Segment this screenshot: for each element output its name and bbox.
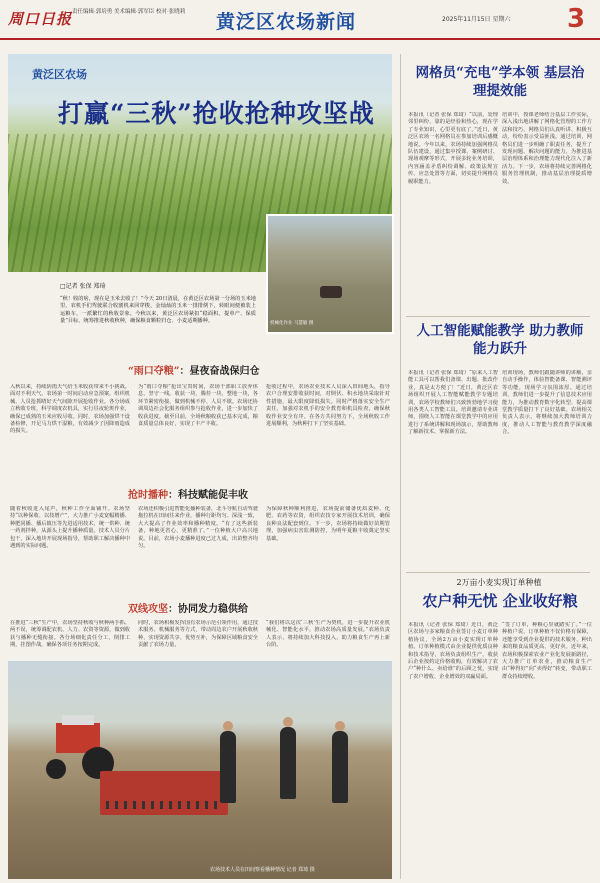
divider [406,572,590,573]
subhead-1: “雨口夺粮”：昼夜奋战保归仓 [128,366,260,377]
inset-photo [266,214,394,334]
newspaper-logo: 周口日报 [8,10,73,28]
sub3-column-2: 同时，农场积极发挥国有农场示范引领作用，通过技术服务、机械服务等方式，带动周边农户开展秋收秋种，实现资源共享、优势互补，为保障区域粮食安全贡献了农场力量。 [138,620,258,649]
sub1-column-1: 入秋以来，持续阴雨天气给玉米收获带来不小挑战。面对不利天气，农场第一时间启动应急预案，组织机械、人员抢抓晴好天气间隙开展抢收作业。各分场成立秋收专班，科学调度农机具，实行昼夜轮班作业，确保已成熟的玉米应收尽收。同时，农场加强烘干设备检修，开足马力烘干湿粮，有效减少了因降雨造成的损失。 [10,384,130,435]
divider [406,316,590,317]
bottom-photo [8,661,392,879]
subhead-3: 双线攻坚：协同发力稳供给 [128,604,248,615]
hero-kicker: 黄泛区农场 [32,68,87,81]
sub1-column-3: 抢收过程中，农场农业技术人员深入田间地头，指导农户合理安排收获时间，对倒伏、积水地块采取针对性措施，最大限度降低损失。同时严格落实安全生产责任，加强对农机手的安全教育和机具检查，确保秋收作业安全有序。在各方共同努力下，全场秋收工作进展顺利，为秋种打下了坚实基础。 [266,384,390,428]
article-2-headline: 人工智能赋能教学 助力教师能力跃升 [416,323,584,357]
sub2-column-1: 随着秋收进入尾声，秋种工作全面铺开。农场坚持“以种保收、以技增产”，大力推广小麦宽幅精播、种肥同播、播后镇压等先进适用技术，统一供种、统一药剂拌种，从源头上提升播种质量。技术人员分片包干，深入地块开展现场指导，帮助职工解决播种中遇到的实际问题。 [10,506,130,550]
issue-date: 2025年11月15日 星期六 [442,16,511,23]
article-3-kicker: 2万亩小麦实现订单种植 [456,578,542,587]
person-figure [332,731,348,803]
bottom-photo-caption: 农场技术人员在田间察看播种情况 记者 郑琦 摄 [210,867,315,873]
inset-caption: 机械化作业 马慧敏 摄 [270,321,314,326]
sub3-column-1: 在推进“三秋”生产中，农场坚持秋收与秋种两手抓、两不误，统筹调配农机、人力、农资等资源，做到收获与播种无缝衔接。各分场细化责任分工，倒排工期，挂图作战，确保各项任务按期完成。 [10,620,130,649]
person-figure [220,731,236,803]
article-3-column-2: “签了订单，种粮心里就踏实了。”一位种植户说，订单种植不仅价格有保障，还能享受到企业提供的技术服务，种出来的粮食品质更高、更好卖。近年来，农场积极探索农业产业化发展新路径，大力推广订单农业，推动粮食生产由“种得好”向“卖得好”转变，带动职工群众持续增收。 [502,622,592,680]
page-number: 3 [567,4,586,34]
masthead [0,0,600,40]
article-3-column-1: 本报讯（记者 张保 郑琦）近日，黄泛区农场与多家粮食企业签订小麦订单种植协议，全场2万亩小麦实现订单种植。订单种植模式由企业提供优质良种和技术指导，农场负责组织生产，收获后企业按约定价格收购，有效解决了农户“种什么、卖给谁”的后顾之忧，实现了农户增收、企业增效的双赢局面。 [408,622,498,680]
seeder-machine [100,771,228,815]
tractor-front-wheel [46,759,66,779]
article-1-column-1: 本报讯（记者 张保 郑琦）“以前，处理邻里纠纷，靠的是经验和热心，现在学了专业知识，心里更有底了。”近日，黄泛区农场一名网格员在参加培训后感慨地说。今年以来，农场持续加强网格员队伍建设，通过集中授课、案例研讨、现场观摩等形式，开展多轮业务培训，内容涵盖矛盾纠纷调解、政策法规宣传、应急处置等方面，切实提升网格员履职能力。 [408,112,498,185]
sub2-column-3: 为保障秋种顺利推进，农场提前储备优质麦种、化肥、农药等农资，组织农技专家开展技术培训，确保良种良法配套到位。下一步，农场将持续做好苗期管理，加强病虫害监测防控，为明年夏粮丰收奠定坚实基础。 [266,506,390,542]
tractor-icon [320,286,342,298]
sub1-column-2: 为“雨口夺粮”抢出宝贵时间，农场干部职工放弃休息，坚守一线。收获一块、腾茬一块、整地一块，各环节紧密衔接，做到机械不停、人员不歇。农场还协调周边社会化服务组织参与抢收作业，进一步加快了收获进度。截至目前，全场秋粮收获已基本完成，粮食质量总体良好，实现了丰产丰收。 [138,384,258,428]
article-2-column-1: 本报讯（记者 张保 郑琦）“原来人工智能工具可以帮我们备课、出题、批改作业，真是太方便了！”近日，黄泛区农场组织开展人工智能赋能教学专题培训，农场学校教师们兴致勃勃地学习使用各类人工智能工具。培训邀请专业讲师，围绕人工智能在课堂教学中的应用进行了系统讲解和现场演示，帮助教师了解新技术、掌握新方法。 [408,370,498,436]
lead-paragraph: “秋！收的啥，现在是玉米去收了！”今天 20日清晨，在黄泛区农场第一分场的玉米地里，农机手们驾驶联合收割机来回穿梭，金灿灿的玉米一排排倒下，转眼间便被装上运粮车，一派繁忙的秋收景象。今秋以来，黄泛区农场紧扣“稳面积、提单产、保质量”目标，统筹推进秋收秋种，确保粮食颗粒归仓、小麦适期播种。 [60,296,256,325]
byline: □记者 张保 郑琦 [60,283,106,290]
article-2-column-2: 培训现场，教师们跟随讲师的讲解，亲自动手操作，体验智能备课、智能测评等功能，现场学习氛围浓厚。通过培训，教师们进一步提升了信息技术应用能力，为推动教育数字化转型、提高课堂教学质量打下了良好基础。农场相关负责人表示，将继续加大教师培训力度，推动人工智能与教育教学深度融合。 [502,370,592,436]
hero-headline: 打赢“三秋”抢收抢种攻坚战 [58,99,375,128]
person-figure [280,727,296,799]
sub2-column-2: 农场还积极引进智能化播种装备，北斗导航自动驾驶拖拉机在田间往来作业，播种行距均匀、深浅一致，大大提高了作业效率和播种精度。“有了这些新装备，种地更省心、更精准了。”一位种植大户高兴地说。目前，农场小麦播种进度已过九成，出苗整齐均匀。 [138,506,258,550]
article-1-headline: 网格员“充电”学本领 基层治理提效能 [415,65,585,99]
article-3-headline: 农户种无忧 企业收好粮 [422,592,578,610]
subhead-2: 抢时播种：科技赋能促丰收 [128,490,248,501]
masthead-meta: 责任编辑·郭培勇 美术编辑·郭军臣 校对·张晓莉 [72,9,186,15]
sub3-column-3: “我们将以这次‘三秋’生产为契机，进一步提升农业机械化、智能化水平，推动农场高质量发展。”农场负责人表示，将持续加大科技投入，助力粮食生产再上新台阶。 [266,620,390,649]
tractor-canopy [62,715,94,725]
article-1-column-2: 培训中，授课老师结合基层工作实际，深入浅出地讲解了网格化管理的工作方法和技巧，网格员们认真听讲、积极互动，纷纷表示受益匪浅。通过培训，网格员们进一步明确了职责任务，提升了发现问题、解决问题的能力，为推进基层治理体系和治理能力现代化注入了新活力。下一步，农场将持续完善网格化服务管理机制，推动基层治理提质增效。 [502,112,592,185]
section-title: 黄泛区农场新闻 [216,11,357,33]
